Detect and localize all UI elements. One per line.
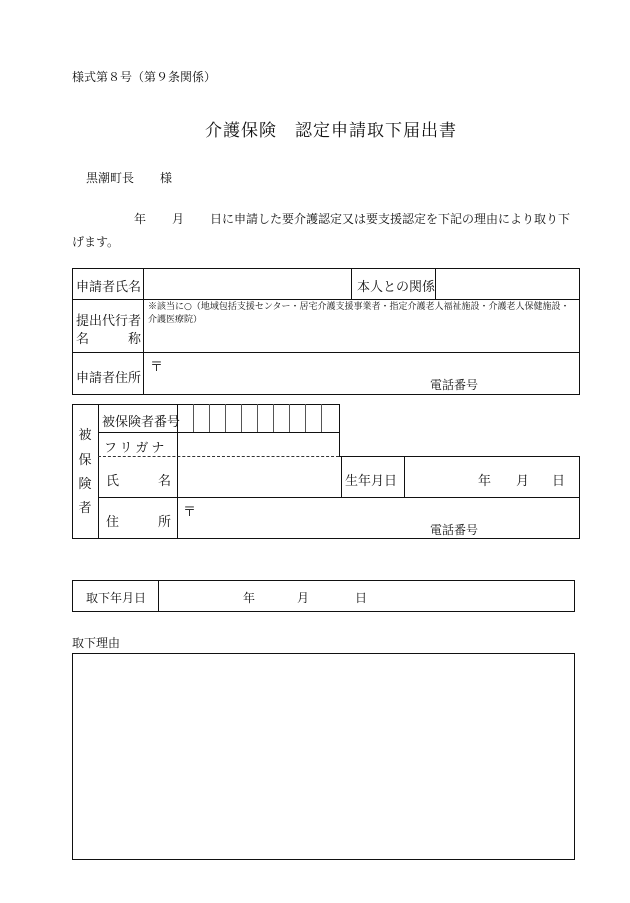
relation-field[interactable]: [438, 271, 576, 296]
insured-address-label: 住 所: [106, 515, 172, 530]
addressee-name: 黒潮町長: [86, 171, 135, 185]
addressee-honorific: 様: [160, 171, 173, 185]
intro-line2: げます。: [72, 235, 120, 249]
insured-name-label: 氏 名: [106, 474, 172, 489]
applicant-name-field[interactable]: [146, 271, 348, 296]
intro-month-label: 月: [172, 212, 185, 226]
agent-name-field[interactable]: [146, 328, 576, 350]
page-title: 介護保険 認定申請取下届出書: [205, 121, 457, 141]
form-number: 様式第８号（第９条関係）: [72, 70, 217, 84]
insured-side-label-4: 者: [78, 501, 92, 516]
relation-label: 本人との関係: [357, 280, 436, 295]
applicant-phone-label: 電話番号: [430, 378, 479, 392]
agent-label-line2: 名 称: [76, 332, 142, 347]
applicant-name-label: 申請者氏名: [76, 280, 142, 295]
intro-year-label: 年: [134, 212, 147, 226]
insured-number-label: 被保険者番号: [102, 415, 181, 430]
withdrawal-date-label: 取下年月日: [86, 591, 147, 605]
reason-box[interactable]: [72, 653, 575, 860]
intro-line1: 日に申請した要介護認定又は要支援認定を下記の理由により取り下: [210, 212, 571, 226]
applicant-address-field[interactable]: [166, 356, 426, 392]
insured-number-field[interactable]: [178, 405, 338, 431]
insured-name-field[interactable]: [180, 459, 338, 495]
applicant-postal-mark: 〒: [150, 360, 164, 375]
birth-month-label: 月: [516, 474, 530, 489]
birthdate-field[interactable]: [407, 459, 577, 495]
insured-side-label-1: 被: [78, 428, 92, 443]
withdrawal-month-label: 月: [297, 591, 310, 605]
furigana-field[interactable]: [180, 435, 336, 454]
agent-note: ※該当に○（地域包括支援センター・居宅介護支援事業者・指定介護老人福祉施設・介護老人保健施設・介護医療院）: [148, 302, 570, 325]
withdrawal-year-label: 年: [243, 591, 256, 605]
withdrawal-day-label: 日: [355, 591, 368, 605]
insured-phone-label: 電話番号: [430, 523, 479, 537]
withdrawal-date-field[interactable]: [161, 583, 571, 609]
applicant-address-label: 申請者住所: [76, 371, 142, 386]
agent-label-line1: 提出代行者: [76, 314, 142, 329]
birthdate-label: 生年月日: [345, 474, 398, 489]
reason-label: 取下理由: [72, 636, 121, 650]
birth-day-label: 日: [552, 474, 566, 489]
birth-year-label: 年: [478, 474, 492, 489]
insured-side-label-2: 保: [78, 453, 92, 468]
insured-side-label-3: 険: [78, 477, 92, 492]
furigana-label: フリガナ: [104, 441, 168, 456]
insured-postal-mark: 〒: [183, 505, 197, 520]
insured-address-field[interactable]: [199, 500, 425, 536]
